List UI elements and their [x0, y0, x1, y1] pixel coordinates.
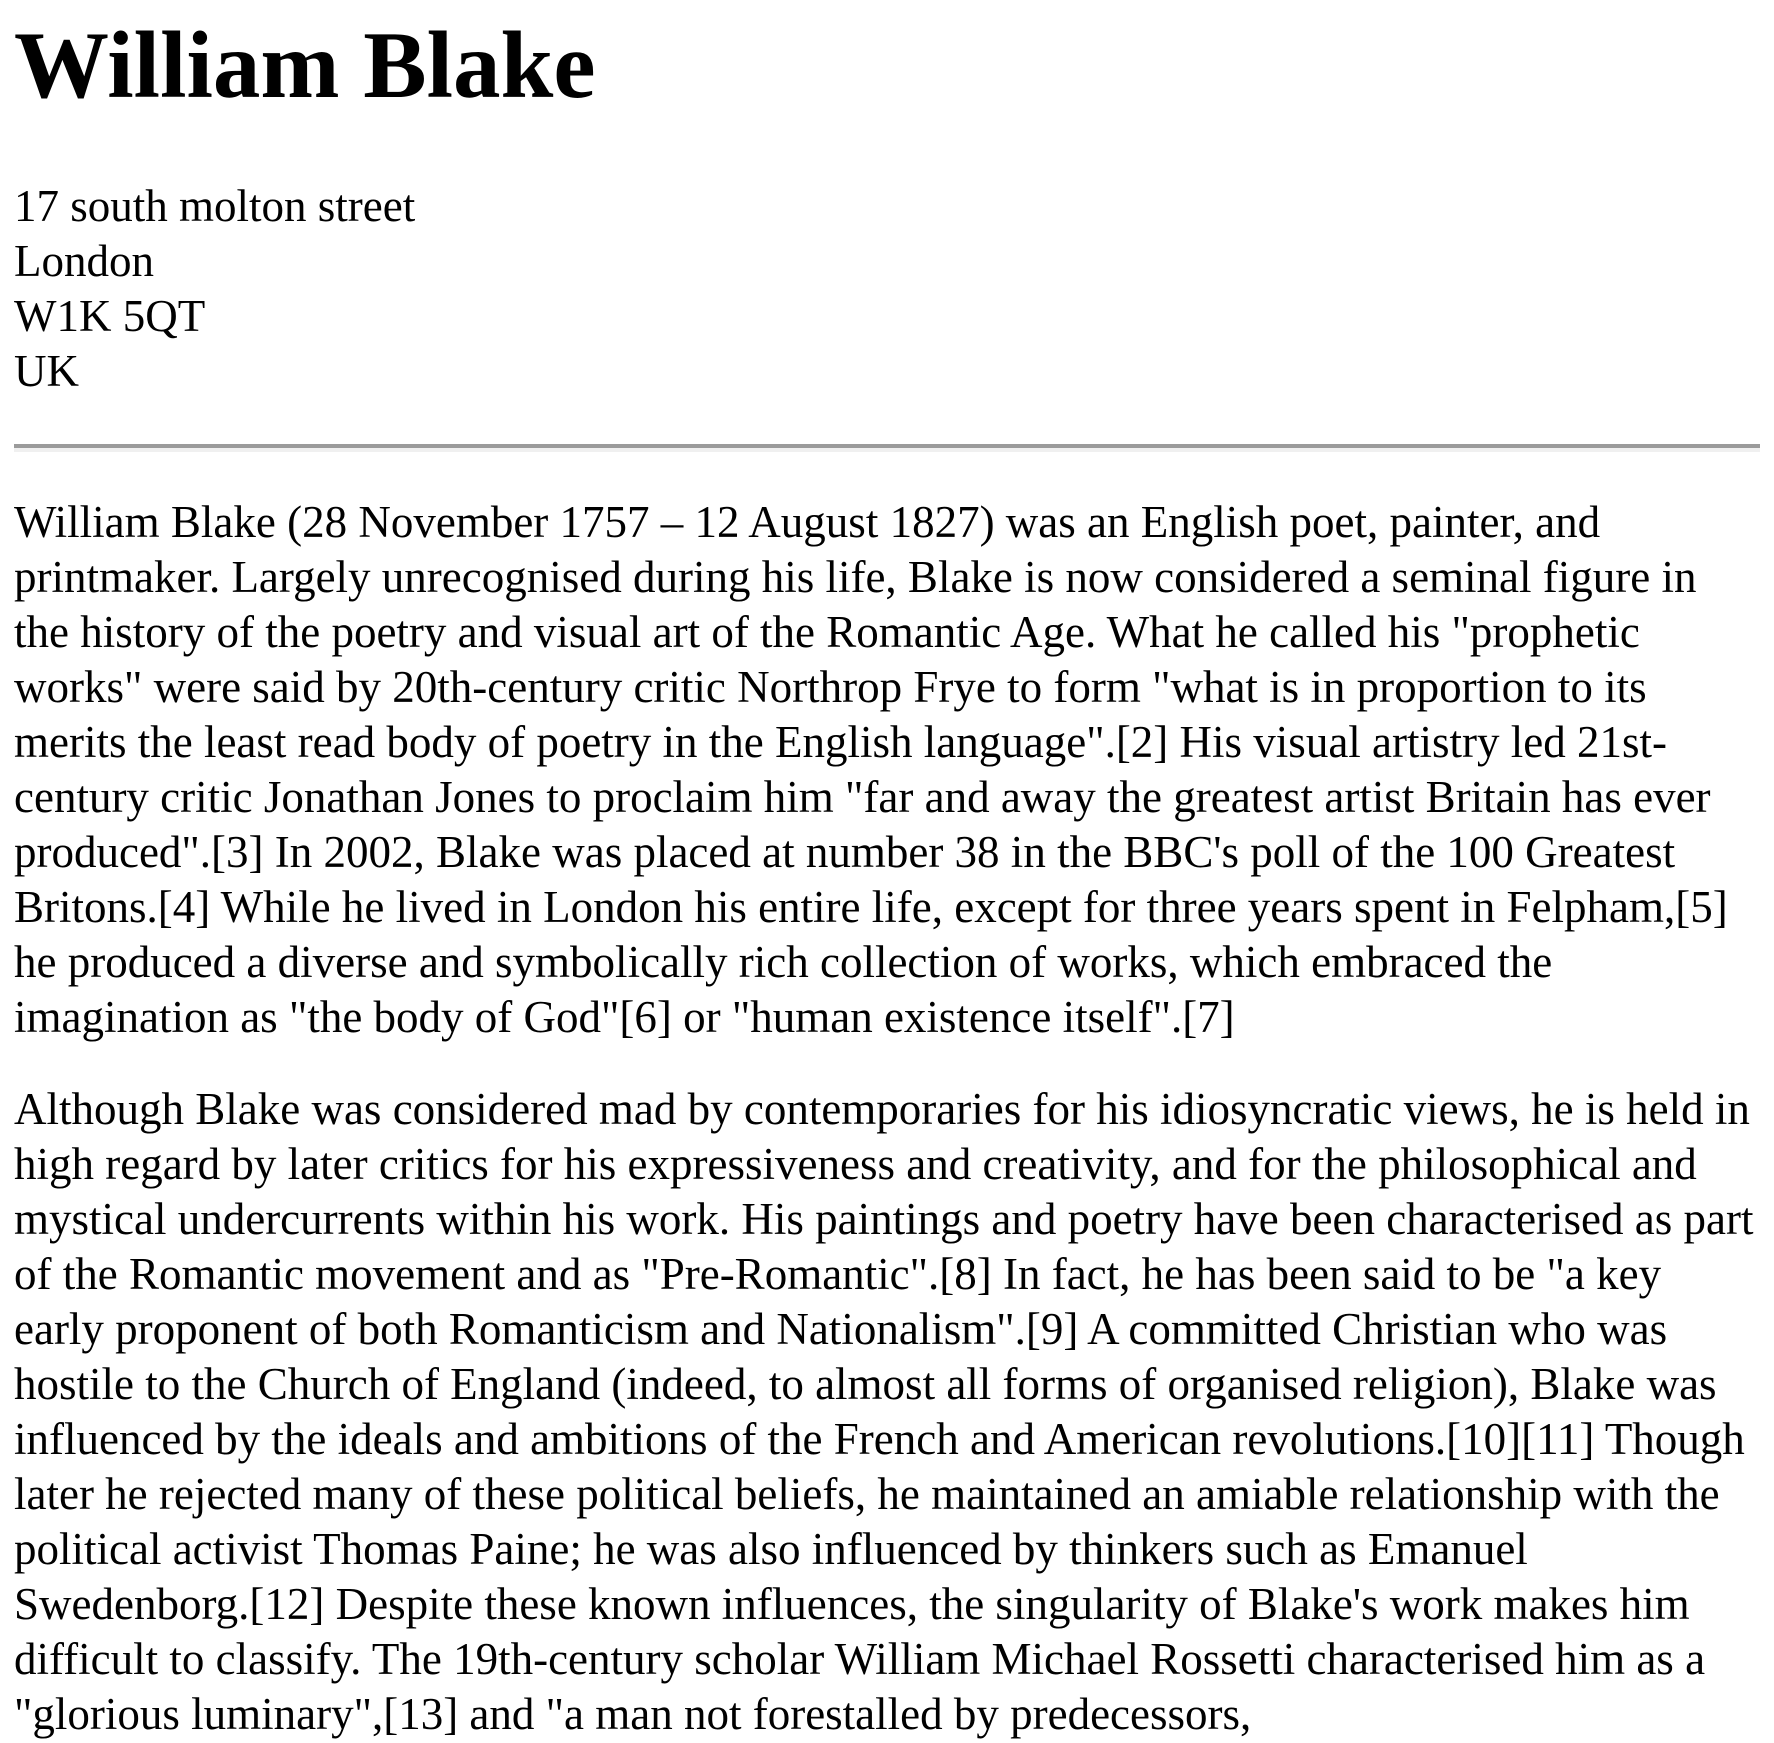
paragraph-legacy: Although Blake was considered mad by contemporaries for his idiosyncratic views, he is held in high regard by later critics for his expressiveness and creativity, and for the philosophical and mystical undercurrents within his work. His paintings and poetry have been characterised as part of the Romantic movement and as "Pre-Romantic".[8] In fact, he has been said to be "a key early proponent of both Romanticism and Nationalism".[9] A committed Christian who was hostile to the Church of England (indeed, to almost all forms of organised religion), Blake was influenced by the ideals and ambitions of the French and American revolutions.[10][11] Though later he rejected many of these political beliefs, he maintained an amiable relationship with the political activist Thomas Paine; he was also influenced by thinkers such as Emanuel Swedenborg.[12] Despite these known influences, the singularity of Blake's work makes him difficult to classify. The 19th-century scholar William Michael Rossetti characterised him as a "glorious luminary",[13] and "a man not forestalled by predecessors, — [14, 1084, 1754, 1740]
page-content — [14, 11, 1760, 1742]
divider — [14, 444, 1760, 452]
page-title: William Blake — [14, 12, 596, 118]
address-line-city: London — [14, 236, 154, 287]
address-block — [14, 179, 1760, 399]
address-line-postcode: W1K 5QT — [14, 291, 206, 342]
paragraph-intro: William Blake (28 November 1757 – 12 August 1827) was an English poet, painter, and printmaker. Largely unrecognised during his life, Blake is now considered a seminal figure in the history of the poetry and visual art of the Romantic Age. What he called his "prophetic works" were said by 20th-century critic Northrop Frye to form "what is in proportion to its merits the least read body of poetry in the English language".[2] His visual artistry led 21st-century critic Jonathan Jones to proclaim him "far and away the greatest artist Britain has ever produced".[3] In 2002, Blake was placed at number 38 in the BBC's poll of the 100 Greatest Britons.[4] While he lived in London his entire life, except for three years spent in Felpham,[5] he produced a diverse and symbolically rich collection of works, which embraced the imagination as "the body of God"[6] or "human existence itself".[7] — [14, 497, 1728, 1043]
address-line-street: 17 south molton street — [14, 181, 416, 232]
address-line-country: UK — [14, 346, 79, 397]
